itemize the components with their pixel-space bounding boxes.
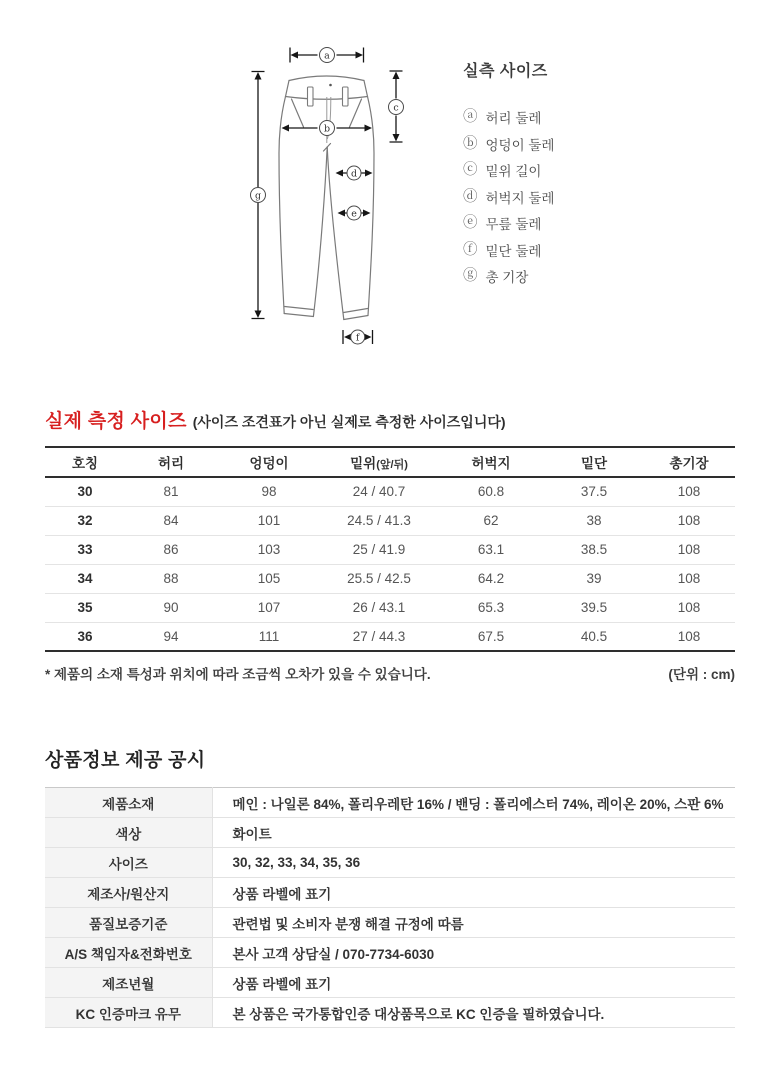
circled-letter-icon: ⓒ [463, 162, 478, 178]
product-info-value: 본 상품은 국가통합인증 대상품목으로 KC 인증을 필하였습니다. [212, 998, 735, 1028]
arrow-g [251, 72, 266, 319]
size-value-cell: 63.1 [437, 535, 545, 564]
size-table-row [45, 622, 735, 651]
size-value-cell: 37.5 [545, 477, 643, 506]
product-info-value: 메인 : 나일론 84%, 폴리우레탄 16% / 밴딩 : 폴리에스터 74%, 레이온 20%, 스판 6% [212, 788, 735, 818]
size-value-cell: 62 [437, 506, 545, 535]
measure-legend-title: 실측 사이즈 [463, 63, 548, 80]
size-value-cell: 27 / 44.3 [352, 628, 406, 644]
size-col-header: 엉덩이 [217, 447, 321, 477]
product-info-row [45, 938, 735, 968]
size-value-cell: 64.2 [437, 564, 545, 593]
size-value-cell: 84 [125, 506, 217, 535]
svg-text:b: b [323, 123, 331, 135]
size-value-cell: 108 [643, 506, 735, 535]
product-info-row [45, 908, 735, 938]
size-value-cell: 25.5 / 42.5 [321, 564, 437, 593]
size-value-cell: 26 / 43.1 [321, 593, 437, 622]
pants-outline [279, 76, 374, 320]
size-value-cell: 65.3 [437, 593, 545, 622]
circled-letter-icon: ⓐ [463, 109, 478, 125]
arrow-a [290, 48, 364, 63]
size-section-title: 실제 측정 사이즈 [45, 411, 187, 432]
size-section-subtitle: (사이즈 조견표가 아닌 실제로 측정한 사이즈입니다) [192, 414, 506, 430]
size-value-cell: 90 [125, 593, 217, 622]
size-value-cell: 24 / 40.7 [321, 477, 437, 506]
svg-text:a: a [324, 50, 330, 62]
size-table-row [45, 477, 735, 506]
arrow-c [389, 71, 404, 142]
arrow-f [343, 330, 373, 344]
size-value-cell: 67.5 [477, 628, 505, 644]
svg-text:g: g [254, 190, 262, 202]
size-value-cell: 108 [643, 477, 735, 506]
arrow-b [282, 121, 373, 136]
product-info-label: 색상 [45, 818, 212, 848]
svg-text:d: d [350, 168, 358, 180]
product-info-value: 관련법 및 소비자 분쟁 해결 규정에 따름 [212, 908, 735, 938]
size-table-footer [45, 663, 735, 683]
size-name-cell: 36 [77, 628, 93, 644]
circled-letter-icon: ⓖ [463, 268, 478, 284]
size-value-cell: 86 [125, 535, 217, 564]
product-info-label: A/S 책임자&전화번호 [45, 938, 212, 968]
measure-legend-item [463, 131, 554, 158]
size-name-cell: 32 [45, 506, 125, 535]
size-value-cell: 108 [677, 628, 701, 644]
product-info-table [45, 787, 735, 1028]
pants-diagram [243, 36, 448, 358]
size-value-cell: 88 [125, 564, 217, 593]
size-value-cell: 81 [125, 477, 217, 506]
measure-legend-label: 총 기장 [485, 270, 529, 286]
measure-legend [463, 58, 554, 290]
measure-legend-label: 밑단 둘레 [485, 243, 542, 259]
size-value-cell: 24.5 / 41.3 [321, 506, 437, 535]
measure-legend-label: 허벅지 둘레 [485, 190, 555, 206]
size-value-cell: 108 [643, 564, 735, 593]
size-col-header: 밑위(앞/뒤) [321, 447, 437, 477]
measure-legend-list [463, 104, 554, 290]
size-name-cell: 30 [45, 477, 125, 506]
size-table-head-row [45, 447, 735, 477]
size-value-cell: 108 [643, 593, 735, 622]
size-table-row [45, 564, 735, 593]
size-col-header: 허리 [125, 447, 217, 477]
arrow-e [338, 206, 371, 220]
size-value-cell: 103 [217, 535, 321, 564]
product-info-row [45, 878, 735, 908]
circled-letter-icon: ⓓ [463, 188, 478, 205]
size-value-cell: 107 [217, 593, 321, 622]
circled-letter-icon: ⓔ [463, 215, 478, 231]
size-value-cell: 38.5 [545, 535, 643, 564]
arrow-d [336, 166, 373, 180]
product-info-value: 화이트 [212, 818, 735, 848]
size-value-cell: 105 [217, 564, 321, 593]
size-value-cell: 60.8 [437, 477, 545, 506]
measure-legend-item [463, 184, 554, 211]
measure-legend-item [463, 210, 554, 237]
size-table-row [45, 593, 735, 622]
product-info-label: 품질보증기준 [45, 908, 212, 938]
size-value-cell: 94 [163, 628, 179, 644]
product-info-label: 사이즈 [45, 848, 212, 878]
size-section [45, 406, 735, 683]
size-value-cell: 25 / 41.9 [321, 535, 437, 564]
size-col-header: 총기장 [643, 447, 735, 477]
size-unit: (단위 : cm) [668, 667, 735, 682]
measure-legend-item [463, 237, 554, 264]
product-info-label: 제조년월 [45, 968, 212, 998]
size-value-cell: 38 [545, 506, 643, 535]
product-info-row [45, 818, 735, 848]
circled-letter-icon: ⓑ [463, 135, 478, 152]
size-table-body [45, 477, 735, 651]
size-col-header: 허벅지 [437, 447, 545, 477]
product-info-value: 상품 라벨에 표기 [212, 878, 735, 908]
measure-legend-item [463, 104, 554, 131]
size-value-cell: 101 [217, 506, 321, 535]
size-col-header: 밑단 [545, 447, 643, 477]
size-name-cell: 33 [45, 535, 125, 564]
product-info-body [45, 788, 735, 1028]
measure-legend-label: 엉덩이 둘레 [485, 137, 555, 153]
size-value-cell: 98 [217, 477, 321, 506]
size-table-row [45, 535, 735, 564]
product-info-value: 30, 32, 33, 34, 35, 36 [212, 848, 735, 878]
size-section-header [45, 406, 735, 433]
size-note: * 제품의 소재 특성과 위치에 따라 조금씩 오차가 있을 수 있습니다. [45, 667, 431, 682]
size-name-cell: 35 [45, 593, 125, 622]
measure-legend-item [463, 263, 554, 290]
measure-legend-item [463, 157, 554, 184]
size-value-cell: 40.5 [580, 628, 608, 644]
size-table-row [45, 506, 735, 535]
measure-legend-label: 허리 둘레 [485, 111, 542, 127]
product-info-label: KC 인증마크 유무 [45, 998, 212, 1028]
product-info-value: 상품 라벨에 표기 [212, 968, 735, 998]
svg-text:e: e [351, 208, 357, 220]
size-name-cell: 34 [45, 564, 125, 593]
size-col-header: 호칭 [45, 447, 125, 477]
product-info-label: 제품소재 [45, 788, 212, 818]
button-dot [329, 84, 332, 87]
size-value-cell: 39 [545, 564, 643, 593]
measure-legend-label: 밑위 길이 [485, 164, 542, 180]
svg-text:c: c [393, 102, 399, 114]
size-table [45, 446, 735, 652]
product-info-title: 상품정보 제공 공시 [45, 750, 206, 771]
size-value-cell: 111 [258, 628, 280, 644]
product-info-row [45, 788, 735, 818]
circled-letter-icon: ⓕ [463, 241, 478, 258]
size-value-cell: 108 [643, 535, 735, 564]
product-info-label: 제조사/원산지 [45, 878, 212, 908]
product-info-value: 본사 고객 상담실 / 070-7734-6030 [212, 938, 735, 968]
svg-text:f: f [355, 332, 360, 344]
measure-legend-label: 무릎 둘레 [485, 217, 542, 233]
product-info-row [45, 968, 735, 998]
size-value-cell: 39.5 [545, 593, 643, 622]
product-info-section [45, 745, 735, 1028]
product-info-row [45, 998, 735, 1028]
product-info-row [45, 848, 735, 878]
